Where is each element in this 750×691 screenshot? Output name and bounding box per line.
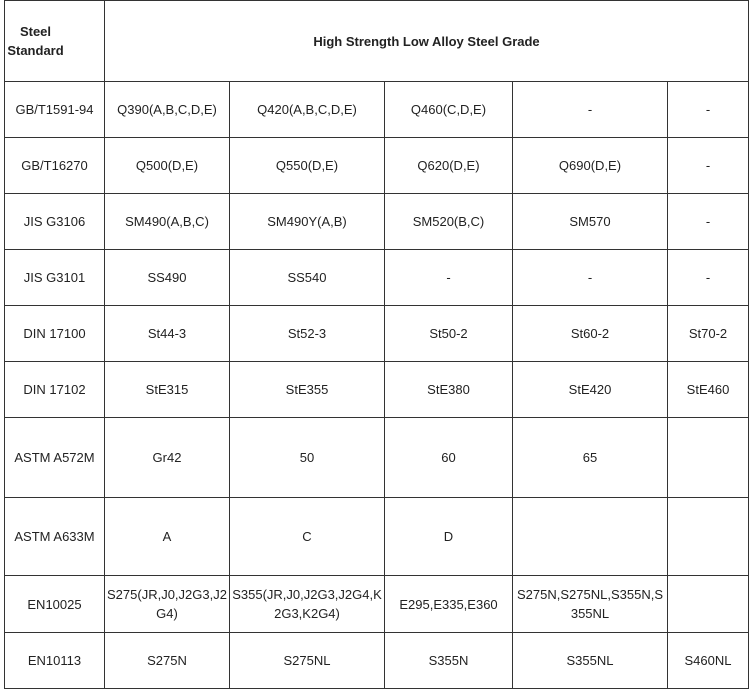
grade-cell: SS490 [105, 250, 230, 306]
grade-cell: 60 [385, 418, 513, 498]
table-row [5, 138, 749, 194]
table-row [5, 194, 749, 250]
standard-cell: DIN 17100 [5, 306, 105, 362]
grade-cell: SS540 [230, 250, 385, 306]
grade-cell: Q620(D,E) [385, 138, 513, 194]
standard-cell: DIN 17102 [5, 362, 105, 418]
table-row [5, 576, 749, 633]
grade-cell: StE420 [513, 362, 668, 418]
grade-cell: - [668, 138, 749, 194]
grade-cell: Q500(D,E) [105, 138, 230, 194]
table-row [5, 306, 749, 362]
grade-cell: SM490Y(A,B) [230, 194, 385, 250]
table-row [5, 82, 749, 138]
grade-cell: S275NL [230, 633, 385, 689]
grade-cell: Gr42 [105, 418, 230, 498]
standard-cell: EN10025 [5, 576, 105, 633]
table-row [5, 250, 749, 306]
table-row [5, 633, 749, 689]
grade-cell: SM520(B,C) [385, 194, 513, 250]
grade-cell: St70-2 [668, 306, 749, 362]
grade-cell [668, 418, 749, 498]
grade-cell [668, 576, 749, 633]
standard-cell: JIS G3106 [5, 194, 105, 250]
header-row [5, 1, 749, 82]
grade-cell: S275N,S275NL,S355N,S355NL [513, 576, 668, 633]
grade-cell: Q390(A,B,C,D,E) [105, 82, 230, 138]
grade-cell: StE460 [668, 362, 749, 418]
table-row [5, 418, 749, 498]
grade-cell: E295,E335,E360 [385, 576, 513, 633]
grade-cell: S460NL [668, 633, 749, 689]
grade-cell: St44-3 [105, 306, 230, 362]
grade-cell: 50 [230, 418, 385, 498]
standard-cell: ASTM A572M [5, 418, 105, 498]
grade-cell: - [513, 250, 668, 306]
grade-cell: 65 [513, 418, 668, 498]
grade-cell: - [668, 82, 749, 138]
grade-cell: S275(JR,J0,J2G3,J2G4) [105, 576, 230, 633]
grade-cell: St50-2 [385, 306, 513, 362]
grade-header: High Strength Low Alloy Steel Grade [105, 1, 749, 82]
steel-grade-table [4, 0, 749, 689]
standard-cell: EN10113 [5, 633, 105, 689]
table-row [5, 362, 749, 418]
table-row [5, 498, 749, 576]
standard-cell: GB/T1591-94 [5, 82, 105, 138]
grade-cell [668, 498, 749, 576]
grade-cell: Q460(C,D,E) [385, 82, 513, 138]
grade-cell: StE315 [105, 362, 230, 418]
grade-cell: D [385, 498, 513, 576]
grade-cell: Q550(D,E) [230, 138, 385, 194]
grade-cell: Q690(D,E) [513, 138, 668, 194]
grade-cell: St52-3 [230, 306, 385, 362]
grade-cell: - [668, 194, 749, 250]
grade-cell: C [230, 498, 385, 576]
grade-cell: A [105, 498, 230, 576]
grade-cell: S355(JR,J0,J2G3,J2G4,K2G3,K2G4) [230, 576, 385, 633]
grade-cell [513, 498, 668, 576]
standard-cell: ASTM A633M [5, 498, 105, 576]
grade-cell: - [668, 250, 749, 306]
grade-cell: - [385, 250, 513, 306]
grade-cell: SM570 [513, 194, 668, 250]
steel-standard-header: Steel Standard [5, 1, 105, 82]
grade-cell: StE380 [385, 362, 513, 418]
grade-cell: S355NL [513, 633, 668, 689]
grade-cell: Q420(A,B,C,D,E) [230, 82, 385, 138]
grade-cell: St60-2 [513, 306, 668, 362]
standard-cell: JIS G3101 [5, 250, 105, 306]
grade-cell: S275N [105, 633, 230, 689]
grade-cell: SM490(A,B,C) [105, 194, 230, 250]
grade-cell: StE355 [230, 362, 385, 418]
grade-cell: - [513, 82, 668, 138]
grade-cell: S355N [385, 633, 513, 689]
standard-cell: GB/T16270 [5, 138, 105, 194]
